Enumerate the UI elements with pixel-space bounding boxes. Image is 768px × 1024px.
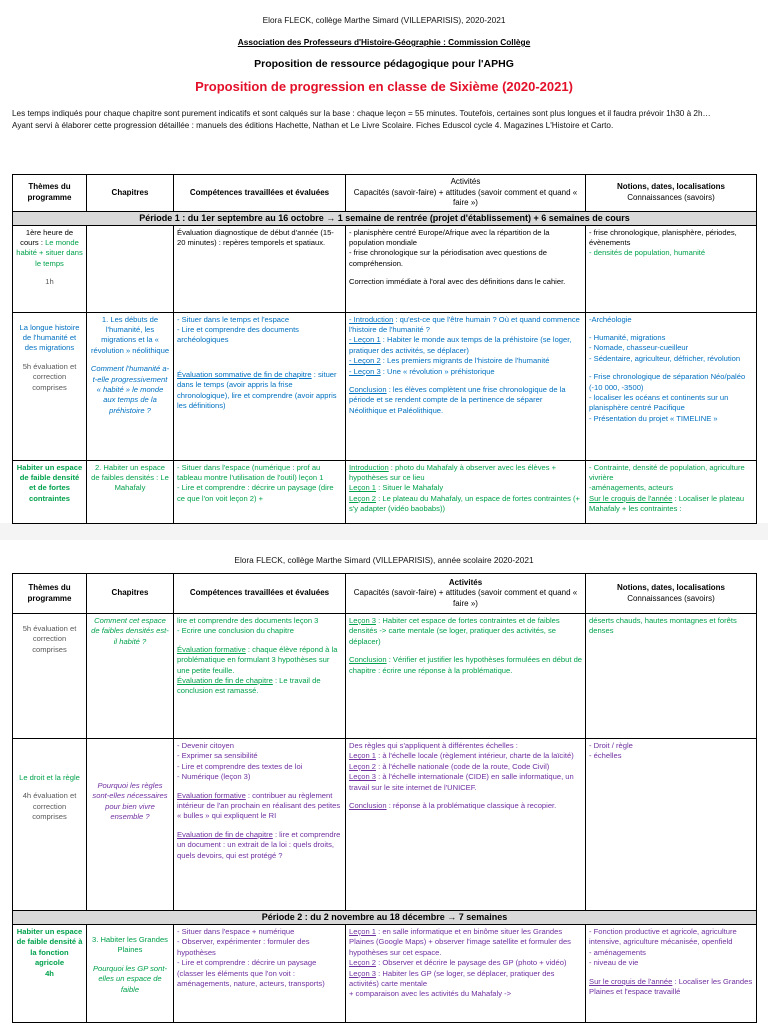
notion-line: - frise chronologique, planisphère, périodes, évènements — [589, 227, 737, 247]
page-header: Elora FLECK, collège Marthe Simard (VILLEPARISIS), année scolaire 2020-2021 — [234, 555, 534, 565]
notion-line: - aménagements — [589, 947, 646, 957]
activites-cell — [346, 312, 586, 460]
notion-line: -aménagements, acteurs — [589, 483, 673, 493]
activites-cell — [346, 925, 586, 1023]
col-header-activites — [346, 175, 586, 212]
competence-line: - Numérique (leçon 3) — [177, 772, 251, 782]
evaluation-label: Evaluation formative — [177, 790, 246, 800]
lesson-label: - Leçon 1 — [349, 335, 381, 345]
activity-label: - Introduction — [349, 314, 394, 324]
notion-line: - Droit / règle — [589, 741, 633, 750]
notion-line: - Présentation du projet « TIMELINE » — [589, 413, 718, 423]
activity-label: Introduction — [349, 462, 389, 472]
table-header-row — [13, 574, 757, 614]
theme-monde-habite: Le monde habité + situer dans le temps — [16, 237, 83, 268]
theme-duration: 4h évaluation et correction comprises — [22, 791, 77, 822]
activites-subtitle: Capacités (savoir-faire) + attitudes (savoir comment et quand « faire ») — [353, 187, 578, 207]
col-header-chapitres: Chapitres — [87, 175, 174, 212]
notions-title: Notions, dates, localisations — [616, 583, 726, 592]
theme-duration: 5h évaluation et correction comprises — [22, 624, 77, 654]
notions-title: Notions, dates, localisations — [616, 182, 726, 192]
evaluation-text: : situer dans le temps (avoir appris la frise chronologique), lire et comprendre (avoir appris les définitions) — [177, 369, 337, 410]
table-row — [13, 739, 757, 911]
chapter-cell — [87, 739, 174, 911]
lesson-label: Leçon 3 — [349, 616, 377, 625]
intro-paragraph-1: Les temps indiqués pour chaque chapitre sont purement indicatifs et sont calqués sur la base : chaque leçon = 55 minutes. Toutefois, certaines sont plus longues et il faudra prévoir 1h30 à 2h… — [12, 109, 711, 118]
evaluation-text: : Le travail de conclusion est ramassé. — [177, 676, 321, 696]
document-page-2 — [0, 540, 768, 1024]
lesson-label: - Leçon 2 — [349, 356, 381, 366]
chapter-question: Comment l'humanité a-t-elle progressivement « habité » le monde aux temps de la préhistoire ? — [90, 364, 170, 415]
competences-cell — [174, 460, 346, 523]
evaluation-text: : chaque élève répond à la problématique en formulant 3 hypothèses sur une petite feuille. — [177, 644, 338, 675]
theme-cell — [13, 739, 87, 911]
conclusion-label: Conclusion — [349, 655, 387, 665]
notion-line: -Archéologie — [589, 314, 632, 324]
lesson-label: Leçon 1 — [349, 483, 377, 493]
document-title: Proposition de progression en classe de Sixième (2020-2021) — [195, 79, 573, 94]
chapter-question: Pourquoi les règles sont-elles nécessaires pour bien vivre ensemble ? — [92, 781, 168, 822]
competence-line: - Ecrire une conclusion du chapitre — [177, 626, 294, 636]
col-header-themes: Thèmes du programme — [13, 175, 87, 212]
lesson-label: Leçon 1 — [349, 927, 377, 936]
activity-text: : photo du Mahafaly à observer avec les élèves + hypothèses sur ce lieu — [349, 462, 557, 482]
notion-line: - densités de population, humanité — [589, 248, 706, 258]
competence-line: - Lire et comprendre des documents archéologiques — [177, 324, 299, 345]
notions-cell — [586, 225, 757, 312]
theme-cell — [13, 225, 87, 312]
lesson-text: : Habiter les GP (se loger, se déplacer, pratiquer des activités) carte mentale — [349, 968, 555, 989]
competence-line: - Situer dans l'espace + numérique — [177, 927, 295, 936]
activites-cell — [346, 225, 586, 312]
notion-line: - Humanité, migrations — [589, 332, 666, 342]
progression-table-1 — [12, 174, 757, 524]
notions-cell — [586, 925, 757, 1023]
evaluation-label: Evaluation de fin de chapitre — [177, 829, 273, 839]
association-line: Association des Professeurs d'Histoire-Géographie : Commission Collège — [237, 37, 531, 47]
notions-cell — [586, 739, 757, 911]
col-header-activites — [346, 574, 586, 614]
lesson-text: : en salle informatique et en binôme situer les Grandes Plaines (Google Maps) + observer l'image satellite et formuler des hypothèses sur cet espace. — [349, 927, 571, 957]
competence-line: - Lire et comprendre des textes de loi — [177, 761, 303, 771]
notion-line: - Sédentaire, agriculteur, défricher, révolution — [589, 353, 741, 363]
chapter-cell — [87, 925, 174, 1023]
theme-cell — [13, 312, 87, 460]
theme-label: Habiter un espace de faible densité à la fonction agricole — [16, 927, 83, 968]
croquis-text: : Localiser le plateau Mahafaly + les contraintes : — [589, 493, 745, 514]
period-row-2 — [13, 911, 757, 925]
lesson-text: : Les premiers migrants de l'histoire de l'humanité — [380, 356, 550, 366]
lesson-label: Leçon 3 — [349, 968, 377, 978]
lesson-text: : Le plateau du Mahafaly, un espace de fortes contraintes (+ s'y adapter (vidéo baobabs)) — [349, 493, 580, 514]
table-row — [13, 312, 757, 460]
conclusion-text: : réponse à la problématique classique à recopier. — [386, 801, 557, 811]
activites-subtitle: Capacités (savoir-faire) + attitudes (savoir comment et quand « faire ») — [353, 588, 578, 608]
theme-duration: 4h — [45, 968, 54, 978]
activites-title: Activités — [448, 577, 483, 587]
lesson-text: : à l'échelle nationale (code de la route, Code Civil) — [376, 761, 550, 771]
conclusion-label: Conclusion — [349, 384, 387, 394]
lesson-text: : Une « révolution » préhistorique — [380, 366, 495, 376]
notions-subtitle: Connaissances (savoirs) — [627, 192, 715, 202]
lesson-label: Leçon 1 — [349, 751, 377, 761]
chapter-question: Pourquoi les GP sont-elles un espace de faible — [92, 963, 167, 994]
chapter-title: 3. Habiter les Grandes Plaines — [92, 935, 168, 955]
chapter-cell — [87, 614, 174, 739]
lesson-label: Leçon 2 — [349, 493, 377, 503]
activity-line: - planisphère centré Europe/Afrique avec la répartition de la population mondiale — [349, 227, 550, 247]
theme-label: Le droit et la règle — [19, 773, 80, 782]
competence-line: - Lire et comprendre : décrire un paysage (classer les éléments que l'on voit : aménagements, nature, acteurs, transports) — [177, 958, 325, 989]
competence-line: lire et comprendre des documents leçon 3 — [177, 616, 319, 625]
competence-line: - Situer dans le temps et l'espace — [177, 314, 290, 324]
col-header-themes: Thèmes du programme — [13, 574, 87, 614]
chapter-question: Comment cet espace de faibles densités est-il habité ? — [91, 616, 169, 646]
lesson-label: - Leçon 3 — [349, 366, 381, 376]
lesson-text: : Habiter le monde aux temps de la préhistoire (se loger, pratiquer des activités, se déplacer) — [349, 335, 572, 355]
lesson-label: Leçon 3 — [349, 772, 377, 782]
notion-line: - Nomade, chasseur-cueilleur — [589, 343, 689, 353]
competences-cell — [174, 925, 346, 1023]
table-row — [13, 225, 757, 312]
period-row-1 — [13, 211, 757, 225]
lesson-label: Leçon 2 — [349, 958, 377, 968]
conclusion-text: : les élèves complètent une frise chronologique de la période et se rendent compte de la pertinence de séparer Néolithique et Paléolithique. — [349, 384, 566, 415]
period-1-label: Période 1 : du 1er septembre au 16 octobre → 1 semaine de rentrée (projet d'établissement) + 6 semaines de cours — [13, 211, 757, 225]
lesson-text: : Situer le Mahafaly — [376, 483, 444, 493]
activity-text: : qu'est-ce que l'être humain ? Où et quand commence l'histoire de l'humanité ? — [349, 314, 580, 334]
activites-title: Activités — [450, 177, 481, 186]
notions-cell: déserts chauds, hautes montagnes et forêts denses — [586, 614, 757, 739]
competence-line: - Lire et comprendre : décrire un paysage (dire ce que l'on voit leçon 2) + — [177, 483, 334, 503]
lesson-text: : Habiter cet espace de fortes contraintes et de faibles densités -> carte mentale (se loger, pratiquer des activités, se déplacer) — [349, 616, 560, 646]
activity-line: - frise chronologique sur la périodisation avec questions de compréhension. — [349, 248, 547, 268]
competence-line: - Exprimer sa sensibilité — [177, 751, 258, 761]
chapter-cell — [87, 312, 174, 460]
competences-cell: Évaluation diagnostique de début d'année (15-20 minutes) : repères temporels et spatiaux. — [174, 225, 346, 312]
notions-cell — [586, 460, 757, 523]
intro-text — [12, 108, 756, 132]
lesson-text: : Observer et décrire le paysage des GP (photo + vidéo) — [376, 958, 567, 968]
competence-line: - Situer dans l'espace (numérique : prof au tableau montre l'utilisation de l'outil) leçon 1 — [177, 462, 324, 482]
conclusion-text: : Vérifier et justifier les hypothèses formulées en début de chapitre : écrire une réponse à la problématique. — [349, 655, 583, 675]
page-header: Elora FLECK, collège Marthe Simard (VILLEPARISIS), 2020-2021 — [262, 15, 506, 25]
competences-cell — [174, 614, 346, 739]
evaluation-label: Évaluation formative — [177, 644, 246, 654]
croquis-label: Sur le croquis de l'année — [589, 976, 673, 986]
notion-line: - niveau de vie — [589, 958, 639, 968]
intro-paragraph-2: Ayant servi à élaborer cette progression détaillée : manuels des éditions Hachette, Nathan et Le Livre Scolaire. Fiches Eduscol cycle 4. Magazines L'Histoire et Carto. — [12, 121, 614, 130]
activites-cell — [346, 739, 586, 911]
lesson-label: Leçon 2 — [349, 761, 377, 771]
croquis-text: : Localiser les Grandes Plaines et l'espace travaillé — [589, 976, 753, 997]
theme-first-hour: 1ère heure de cours : — [20, 227, 74, 247]
activity-line: Correction immédiate à l'oral avec des définitions dans le cahier. — [349, 277, 566, 287]
notion-line: - échelles — [589, 751, 622, 761]
competence-line: - Observer, expérimenter : formuler des hypothèses — [177, 937, 310, 957]
table-row — [13, 460, 757, 523]
col-header-competences: Compétences travaillées et évaluées — [174, 574, 346, 614]
conclusion-label: Conclusion — [349, 801, 387, 811]
col-header-notions — [586, 574, 757, 614]
activity-line: Des règles qui s'appliquent à différentes échelles : — [349, 741, 518, 750]
notions-subtitle: Connaissances (savoirs) — [627, 593, 715, 603]
col-header-chapitres: Chapitres — [87, 574, 174, 614]
theme-cell — [13, 925, 87, 1023]
notion-line: - localiser les océans et continents sur un planisphère centré Pacifique — [589, 392, 729, 413]
table-header-row — [13, 175, 757, 212]
evaluation-text: : contribuer au règlement intérieur de l'an prochain en réalisant des petites « bulles » qui expliquent le RI — [177, 790, 341, 821]
lesson-text: + comparaison avec les activités du Mahafaly -> — [349, 989, 512, 999]
notions-cell — [586, 312, 757, 460]
theme-duration: 1h — [45, 277, 54, 287]
competences-cell — [174, 739, 346, 911]
period-2-label: Période 2 : du 2 novembre au 18 décembre → 7 semaines — [13, 911, 757, 925]
croquis-label: Sur le croquis de l'année — [589, 493, 673, 503]
notion-line: - Frise chronologique de séparation Néo/paléo (-10 000, -3500) — [589, 372, 746, 392]
lesson-text: : à l'échelle locale (règlement intérieur, charte de la laïcité) — [376, 751, 574, 761]
notion-line: - Fonction productive et agricole, agriculture intensive, agriculture mécanisée, openfield — [589, 927, 737, 947]
activites-cell — [346, 460, 586, 523]
chapter-cell — [87, 225, 174, 312]
evaluation-label: Évaluation sommative de fin de chapitre — [177, 369, 312, 379]
col-header-notions — [586, 175, 757, 212]
theme-duration: 5h évaluation et correction comprises — [22, 361, 77, 392]
evaluation-text: : lire et comprendre un document : un extrait de la loi : quels droits, quels devoirs, qui est protégé ? — [177, 829, 341, 860]
lesson-text: : à l'échelle internationale (CIDE) en salle informatique, un travail sur le site internet de l'UNICEF. — [349, 772, 574, 792]
evaluation-label: Évaluation de fin de chapitre — [177, 676, 273, 686]
theme-cell — [13, 614, 87, 739]
chapter-cell: 2. Habiter un espace de faibles densités : Le Mahafaly — [87, 460, 174, 523]
col-header-competences: Compétences travaillées et évaluées — [174, 175, 346, 212]
notion-line: - Contrainte, densité de population, agriculture vivrière — [589, 462, 745, 482]
chapter-title: 1. Les débuts de l'humanité, les migrations et la « révolution » néolithique — [90, 314, 170, 355]
competences-cell — [174, 312, 346, 460]
theme-cell: Habiter un espace de faible densité et de fortes contraintes — [13, 460, 87, 523]
proposition-line: Proposition de ressource pédagogique pour l'APHG — [254, 58, 514, 70]
table-row — [13, 614, 757, 739]
theme-label: La longue histoire de l'humanité et des migrations — [19, 322, 80, 353]
progression-table-2 — [12, 573, 757, 1023]
table-row — [13, 925, 757, 1023]
competence-line: - Devenir citoyen — [177, 741, 234, 750]
activites-cell — [346, 614, 586, 739]
